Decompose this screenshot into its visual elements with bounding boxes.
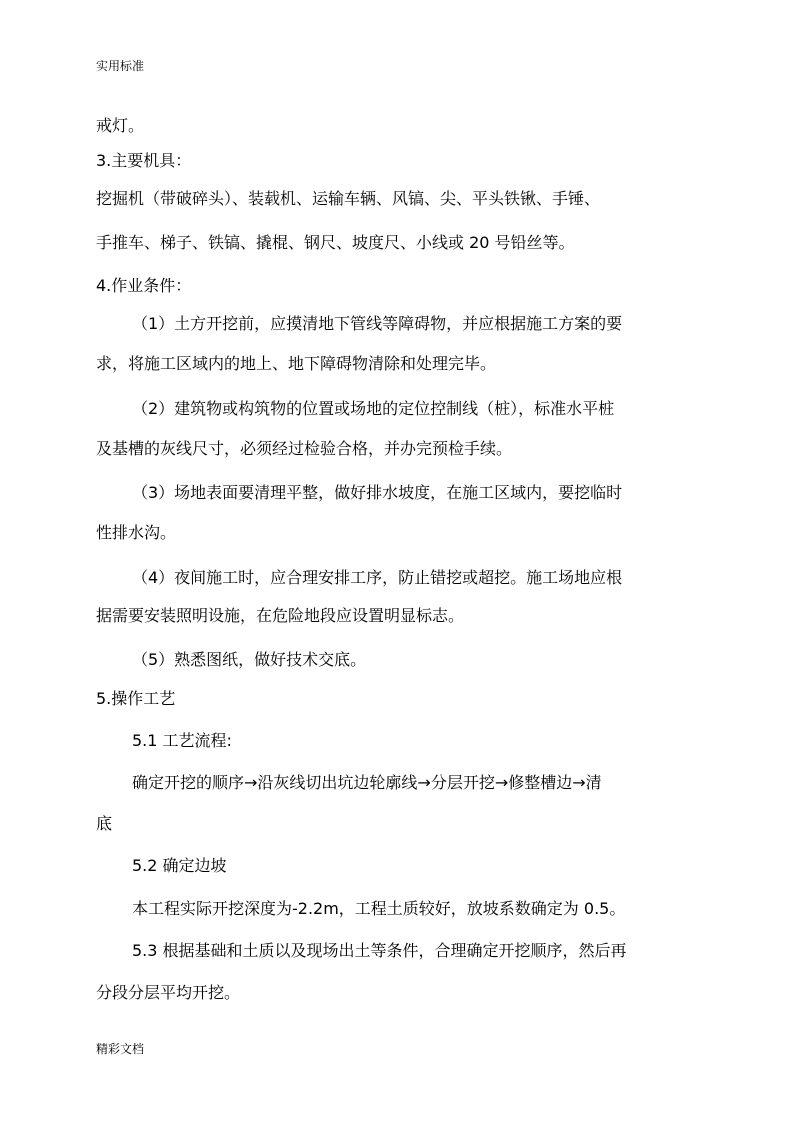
text-line: （3）场地表面要清理平整，做好排水坡度，在施工区域内，要挖临时 (132, 483, 623, 502)
text-line: 求，将施工区域内的地上、地下障碍物清除和处理完毕。 (96, 354, 497, 373)
text-line: 挖掘机（带破碎头）、装载机、运输车辆、风镐、尖、平头铁锹、手锤、 (96, 189, 601, 208)
subsection-heading: 5.2 确定边坡 (132, 856, 227, 875)
subsection-heading: 5.3 根据基础和土质以及现场出土等条件，合理确定开挖顺序，然后再 (132, 941, 627, 960)
text-line: 底 (96, 814, 113, 833)
text-line: 本工程实际开挖深度为-2.2m，工程土质较好，放坡系数确定为 0.5。 (132, 899, 626, 918)
text-line: 性排水沟。 (96, 523, 177, 542)
text-line: （2）建筑物或构筑物的位置或场地的定位控制线（桩），标准水平桩 (132, 399, 615, 418)
page-footer: 精彩文档 (96, 1042, 145, 1056)
page-header: 实用标准 (96, 59, 145, 73)
text-line: （5）熟悉图纸，做好技术交底。 (132, 650, 367, 669)
text-line: （1）土方开挖前，应摸清地下管线等障碍物，并应根据施工方案的要 (132, 314, 623, 333)
subsection-heading: 5.1 工艺流程: (132, 731, 232, 750)
text-line: 据需要安装照明设施，在危险地段应设置明显标志。 (96, 606, 465, 625)
text-line: 及基槽的灰线尺寸，必须经过检验合格，并办完预检手续。 (96, 439, 513, 458)
text-line: （4）夜间施工时，应合理安排工序，防止错挖或超挖。施工场地应根 (132, 568, 623, 587)
section-heading: 5.操作工艺 (96, 689, 176, 708)
text-line: 分段分层平均开挖。 (96, 983, 241, 1002)
section-heading: 4.作业条件： (96, 276, 192, 295)
text-line: 确定开挖的顺序→沿灰线切出坑边轮廓线→分层开挖→修整槽边→清 (132, 773, 602, 792)
text-line: 手推车、梯子、铁镐、撬棍、钢尺、坡度尺、小线或 20 号铅丝等。 (96, 233, 575, 252)
section-heading: 3.主要机具： (96, 151, 192, 170)
text-line: 戒灯。 (96, 116, 145, 135)
